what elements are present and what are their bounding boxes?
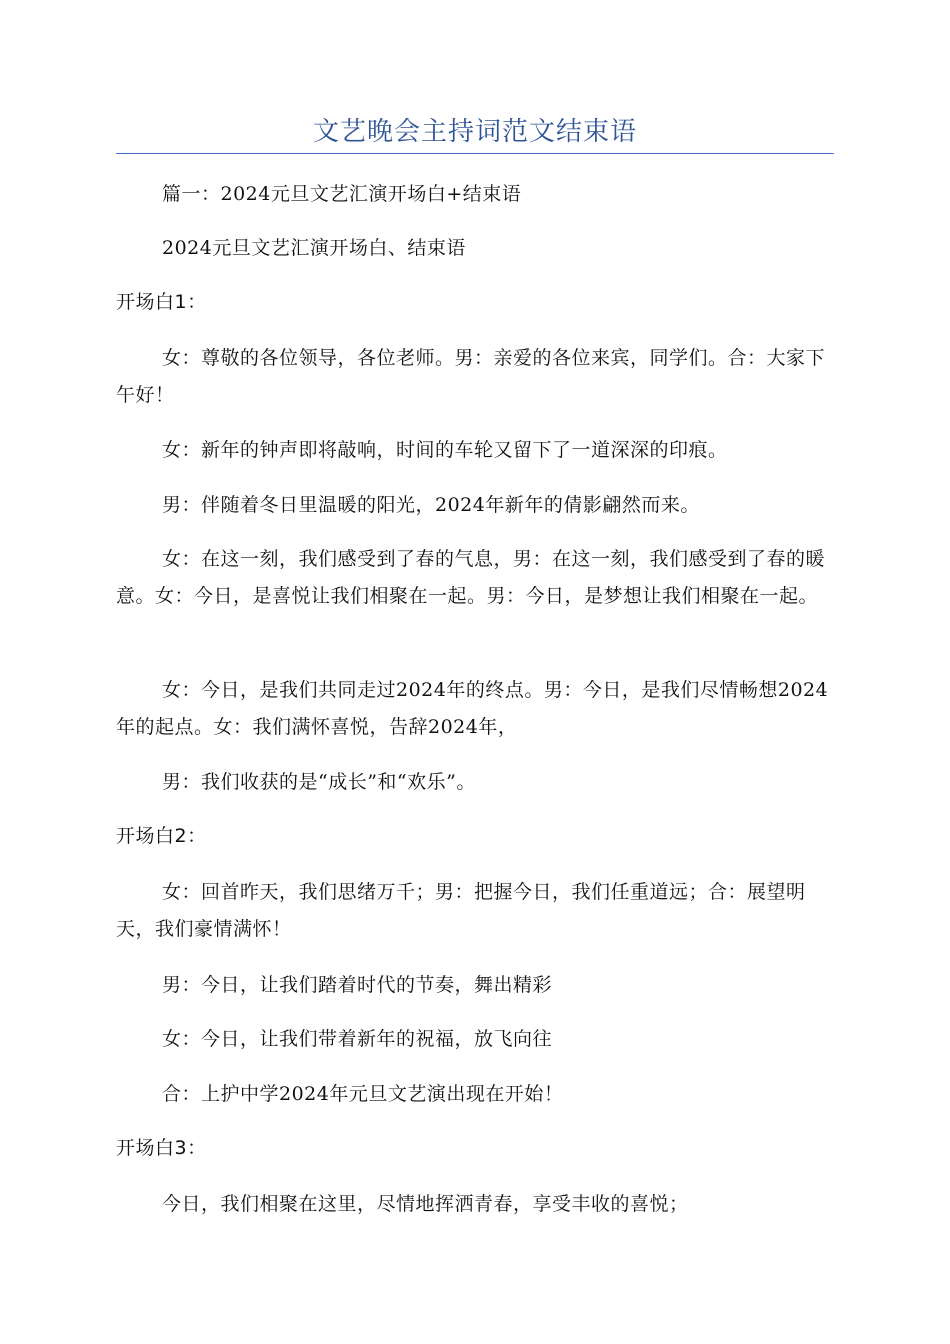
section-heading: 开场白3： xyxy=(116,1137,207,1159)
section-heading: 开场白1： xyxy=(116,291,207,313)
paragraph: 女：回首昨天，我们思绪万千；男：把握今日，我们任重道远；合：展望明天，我们豪情满怀！ xyxy=(116,881,806,940)
paragraph: 女：新年的钟声即将敲响，时间的车轮又留下了一道深深的印痕。 xyxy=(162,439,728,461)
paragraph: 女：今日，让我们带着新年的祝福，放飞向往 xyxy=(162,1028,553,1050)
paragraph: 女：尊敬的各位领导，各位老师。男：亲爱的各位来宾，同学们。合：大家下午好！ xyxy=(116,347,826,406)
paragraph: 今日，我们相聚在这里，尽情地挥洒青春，享受丰收的喜悦； xyxy=(162,1193,689,1215)
paragraph: 合：上护中学2024年元旦文艺演出现在开始！ xyxy=(162,1083,564,1105)
title-underline xyxy=(116,153,834,154)
paragraph: 女：在这一刻，我们感受到了春的气息，男：在这一刻，我们感受到了春的暖意。女：今日，是喜悦让我们相聚在一起。男：今日，是梦想让我们相聚在一起。 xyxy=(116,548,826,607)
paragraph: 篇一：2024元旦文艺汇演开场白+结束语 xyxy=(162,183,522,205)
paragraph: 男：我们收获的是“成长”和“欢乐”。 xyxy=(162,771,476,793)
paragraph: 男：伴随着冬日里温暖的阳光，2024年新年的倩影翩然而来。 xyxy=(162,494,700,516)
paragraph: 2024元旦文艺汇演开场白、结束语 xyxy=(162,237,466,259)
paragraph: 女：今日，是我们共同走过2024年的终点。男：今日，是我们尽情畅想2024年的起点。女：我们满怀喜悦，告辞2024年， xyxy=(116,679,829,738)
document-title: 文艺晚会主持词范文结束语 xyxy=(312,117,637,147)
paragraph: 男：今日，让我们踏着时代的节奏，舞出精彩 xyxy=(162,974,553,996)
section-heading: 开场白2： xyxy=(116,825,207,847)
